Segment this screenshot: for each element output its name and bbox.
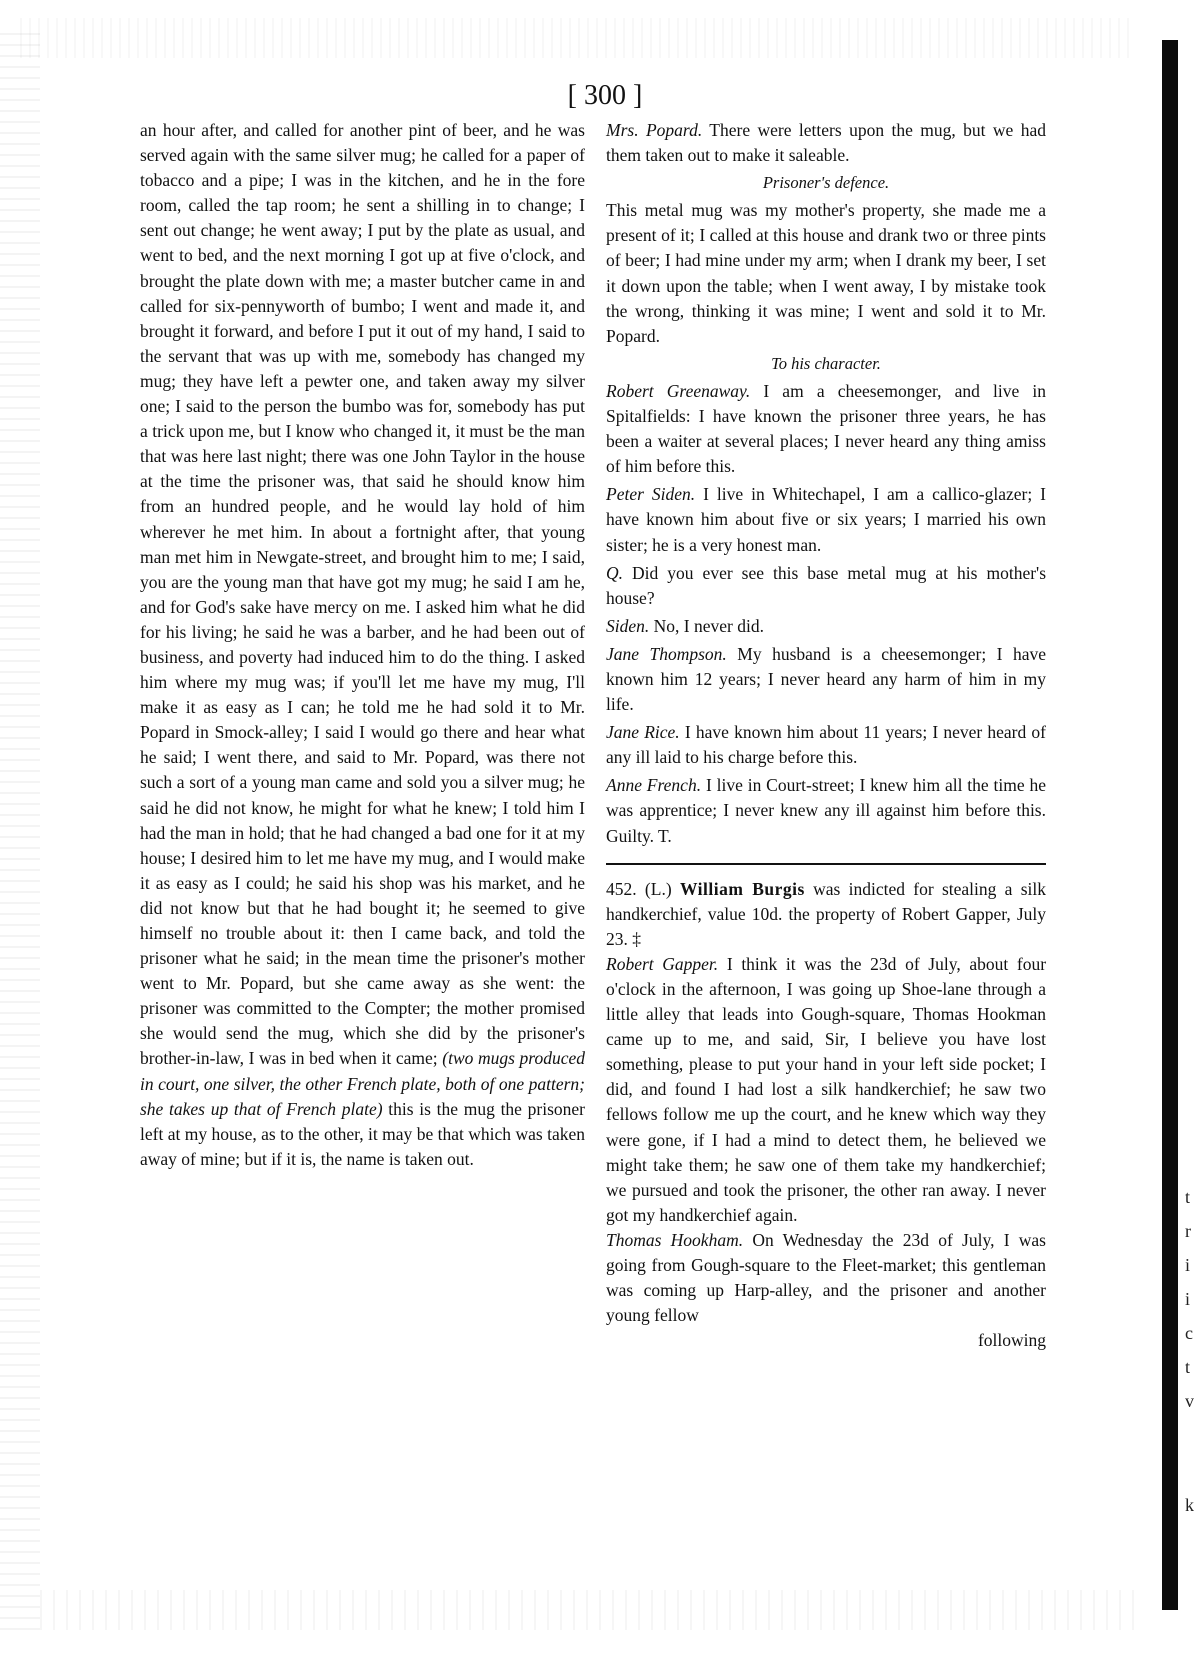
witness-entry [606, 379, 1046, 479]
speaker-name: Robert Greenaway. [606, 380, 751, 401]
binding-shadow [1162, 40, 1178, 1610]
speaker-name: Siden. [606, 615, 650, 636]
edge-fragment: v [1185, 1391, 1194, 1411]
adjacent-page-fragments [1185, 1180, 1194, 1522]
witness-entry [606, 482, 1046, 557]
verdict: Guilty. T. [606, 825, 672, 846]
witness-entry [606, 1228, 1046, 1328]
speaker-name: Jane Rice. [606, 722, 680, 743]
scan-noise-top [20, 18, 1130, 58]
testimony-text: I live in Court-street; I knew him all the time he was apprentice; I never knew any ill against him before this. [606, 775, 1047, 821]
testimony-text [140, 118, 585, 1172]
popard-testimony [606, 118, 1046, 168]
witness-entry [606, 561, 1046, 611]
witness-entry [606, 952, 1046, 1228]
testimony-body: an hour after, and called for another pint of beer, and he was served again with the same silver mug; he called for a paper of tobacco and a pipe; I was in the kitchen, and he in the fore room, called the tap room; he sent a shilling in to change; I sent out change; he went away; I put by the plate as usual, and went to bed, and the next morning I got up at five o'clock, and brought the plate down with me; a master butcher came in and called for six-pennyworth of bumbo; I went and made it, and brought it forward, and before I put it out of my hand, I said to the servant that was up with me, somebody has changed my mug; they have left a pewter one, and taken away my silver one; I said to the person the bumbo was for, somebody has put a trick upon me, but I know who changed it, it must be the man that was here last night; there was one John Taylor in the house at the time the prisoner was, that said he should know him from an hundred people, and he would lay hold of him wherever he met him. In about a fortnight after, that young man met him in Newgate-street, and brought him to me; I said, you are the young man that have got my mug; he said I am he, and for God's sake have mercy on me. I asked him what he did for his living; he said he was a barber, and he had been out of business, and poverty had induced him to do the thing. I asked him where my mug was; if you'll let me have my mug, I'll make it as easy as I can; he told me he had sold it to Mr. Popard in Smock-alley; I said I would go there and hear what he said; I went there, and said to Mr. Popard, was there not such a sort of a young man came and sold you a silver mug; he said he did not know, he might for what he knew; I told him I had the man in hold; that he had changed a bad one for it at my house; I desired him to let me have my mug, and I would make it as easy as I could; he said his shop was his market, and he did not know but that he had bought it; he seemed to give himself no trouble about it: then I came back, and told the prisoner what he said; in the mean time the prisoner's mother went to Mr. Popard, but she came away as she went: the prisoner was committed to the Compter; the mother promised she would send the mug, which she did by the prisoner's brother-in-law, I was in bed when it came; [140, 120, 585, 1069]
case-divider [606, 863, 1046, 865]
edge-fragment: i [1185, 1255, 1191, 1275]
testimony-text: My husband is a cheesemonger; I have known him 12 years; I never heard any harm of him in my life. [606, 643, 1047, 715]
edge-fragment: k [1185, 1495, 1194, 1515]
testimony-text: I have known him about 11 years; I never heard of any ill laid to his charge before this. [606, 722, 1047, 768]
testimony-text: Did you ever see this base metal mug at his mother's house? [606, 562, 1047, 608]
witness-entry [606, 773, 1046, 848]
defence-text: This metal mug was my mother's property, she made me a present of it; I called at this house and drank two or three pints of beer; I had mine under my arm; when I drank my beer, I set it down upon the table; when I went away, I by mistake took the wrong, thinking it was mine; I went and sold it to Mr. Popard. [606, 200, 1046, 346]
left-column [140, 118, 585, 1172]
speaker-name: Robert Gapper. [606, 953, 719, 974]
speaker-name: Jane Thompson. [606, 643, 727, 664]
edge-fragment: t [1185, 1357, 1191, 1377]
testimony-text: I am a cheesemonger, and live in Spitalfields: I have known the prisoner three years, he has been a waiter at several places; I never heard any thing amiss of him before this. [606, 380, 1047, 477]
testimony-tail: this is the mug the prisoner left at my house, as to the other, it may be that which was taken away of mine; but if it is, the name is taken out. [140, 1098, 586, 1169]
testimony-text: No, I never did. [653, 615, 764, 636]
speaker-name: Anne French. [606, 775, 702, 796]
edge-fragment: c [1185, 1323, 1193, 1343]
scan-noise-bottom [40, 1590, 1140, 1630]
edge-fragment: r [1185, 1221, 1191, 1241]
speaker-name: Q. [606, 562, 624, 583]
testimony-text: I think it was the 23d of July, about four o'clock in the afternoon, I was going up Shoe-lane through a little alley that leads into Gough-square, Thomas Hookman came up to me, and said, Sir, I believe you have lost something, please to put your hand in your left side pocket; I did, and found I had lost a silk handkerchief; he saw two fellows follow me up the court, and he knew which way they were gone, if I had a mind to detect them, he believed we might take them; he saw one of them take my handkerchief; we pursued and took the prisoner, the other ran away. I never got my handkerchief again. [606, 953, 1047, 1225]
witness-entry [606, 642, 1046, 717]
court-note: (two mugs produced in court, one silver, the other French plate, both of one pattern; she takes up that of French plate) [140, 1048, 585, 1119]
edge-fragment: i [1185, 1289, 1191, 1309]
witness-entry [606, 614, 1046, 639]
edge-fragment: t [1185, 1187, 1191, 1207]
defendant-name: William Burgis [679, 878, 805, 899]
speaker-name: Thomas Hookham. [606, 1229, 744, 1250]
dagger-mark: ‡ [632, 928, 641, 949]
speaker-name: Peter Siden. [606, 484, 696, 505]
right-column [606, 118, 1046, 1353]
scan-noise-left [0, 30, 40, 1630]
witness-entry [606, 720, 1046, 770]
page-number: [ 300 ] [567, 80, 643, 111]
case-mark: (L.) [644, 878, 672, 899]
case-number: 452. [606, 878, 637, 899]
case-header [606, 877, 1046, 952]
catchword: following [977, 1330, 1046, 1351]
testimony-text: On Wednesday the 23d of July, I was going from Gough-square to the Fleet-market; this gentleman was coming up Harp-alley, and the prisoner and another young fellow [606, 1229, 1046, 1326]
character-heading: To his character. [771, 353, 881, 373]
indictment-text: was indicted for stealing a silk handkerchief, value 10d. the property of Robert Gapper, July 23. [606, 878, 1047, 949]
testimony-text: There were letters upon the mug, but we had them taken out to make it saleable. [606, 120, 1046, 166]
defence-heading: Prisoner's defence. [762, 173, 890, 193]
testimony-text: I live in Whitechapel, I am a callico-glazer; I have known him about five or six years; I married his own sister; he is a very honest man. [606, 484, 1046, 555]
speaker-name: Mrs. Popard. [606, 120, 703, 140]
